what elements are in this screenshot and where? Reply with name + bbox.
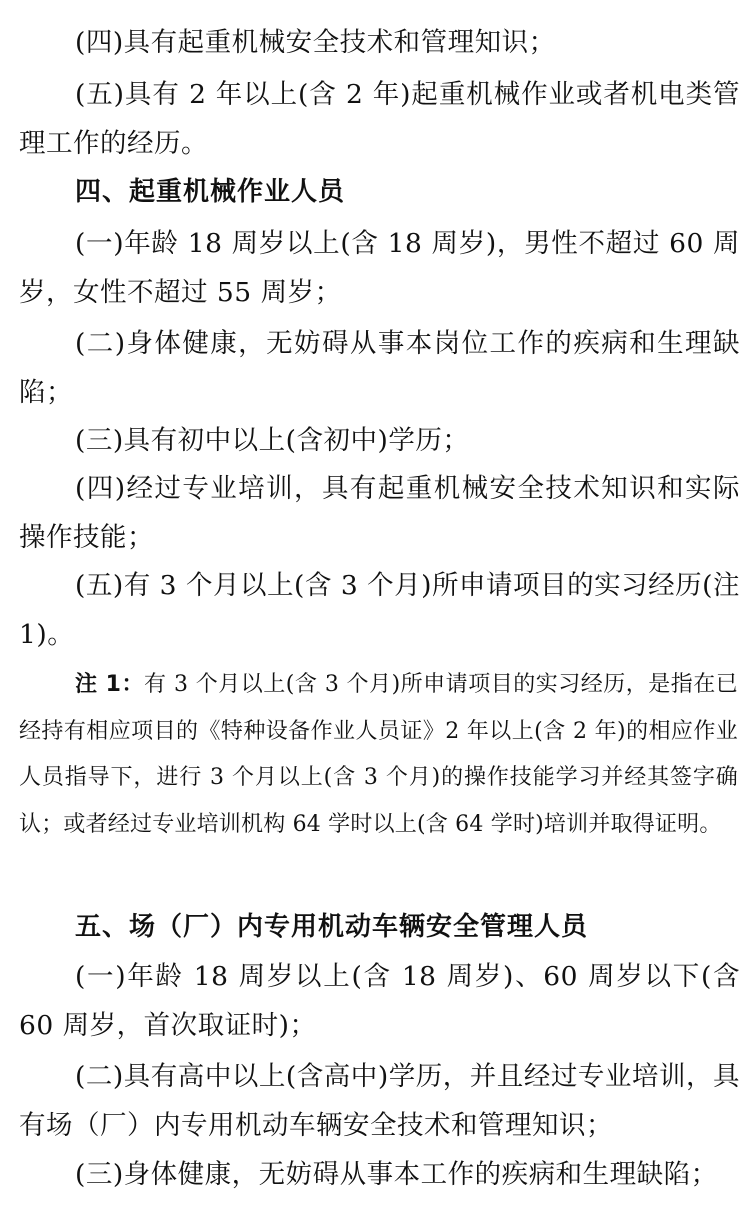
paragraph-s5-item3: (三)身体健康，无妨碍从事本工作的疾病和生理缺陷； xyxy=(75,1159,718,1190)
paragraph-s4-item3: (三)具有初中以上(含初中)学历； xyxy=(75,425,470,456)
paragraph-s4-item1: (一)年龄 18 周岁以上(含 18 周岁)，男性不超过 60 周岁，女性不超过 55 周岁； xyxy=(19,228,740,308)
paragraph-s5-item2: (二)具有高中以上(含高中)学历，并且经过专业培训，具有场（厂）内专用机动车辆安全技术和管理知识； xyxy=(19,1061,740,1141)
paragraph-s4-item5: (五)有 3 个月以上(含 3 个月)所申请项目的实习经历(注 1)。 xyxy=(19,570,740,650)
footnote-text: 有 3 个月以上(含 3 个月)所申请项目的实习经历，是指在已经持有相应项目的《特种设备作业人员证》2 年以上(含 2 年)的相应作业人员指导下，进行 3 个月以上(含 3 个月)的操作技能学习并经其签字确认；或者经过专业培训机构 64 学时以上(含 64 学时)培训并取得证明。 xyxy=(19,672,738,837)
paragraph-s3-item4: (四)具有起重机械安全技术和管理知识； xyxy=(75,27,556,58)
paragraph-s5-item1: (一)年龄 18 周岁以上(含 18 周岁)、60 周岁以下(含 60 周岁，首次取证时)； xyxy=(19,961,740,1041)
paragraph-s3-item5: (五)具有 2 年以上(含 2 年)起重机械作业或者机电类管理工作的经历。 xyxy=(19,79,740,159)
footnote xyxy=(19,662,738,848)
paragraph-s4-item4: (四)经过专业培训，具有起重机械安全技术知识和实际操作技能； xyxy=(19,473,740,553)
paragraph-s4-item2: (二)身体健康，无妨碍从事本岗位工作的疾病和生理缺陷； xyxy=(19,328,740,408)
footnote-label: 注 1： xyxy=(75,672,145,697)
section-heading-5: 五、场（厂）内专用机动车辆安全管理人员 xyxy=(75,912,589,942)
section-heading-4: 四、起重机械作业人员 xyxy=(75,177,346,207)
